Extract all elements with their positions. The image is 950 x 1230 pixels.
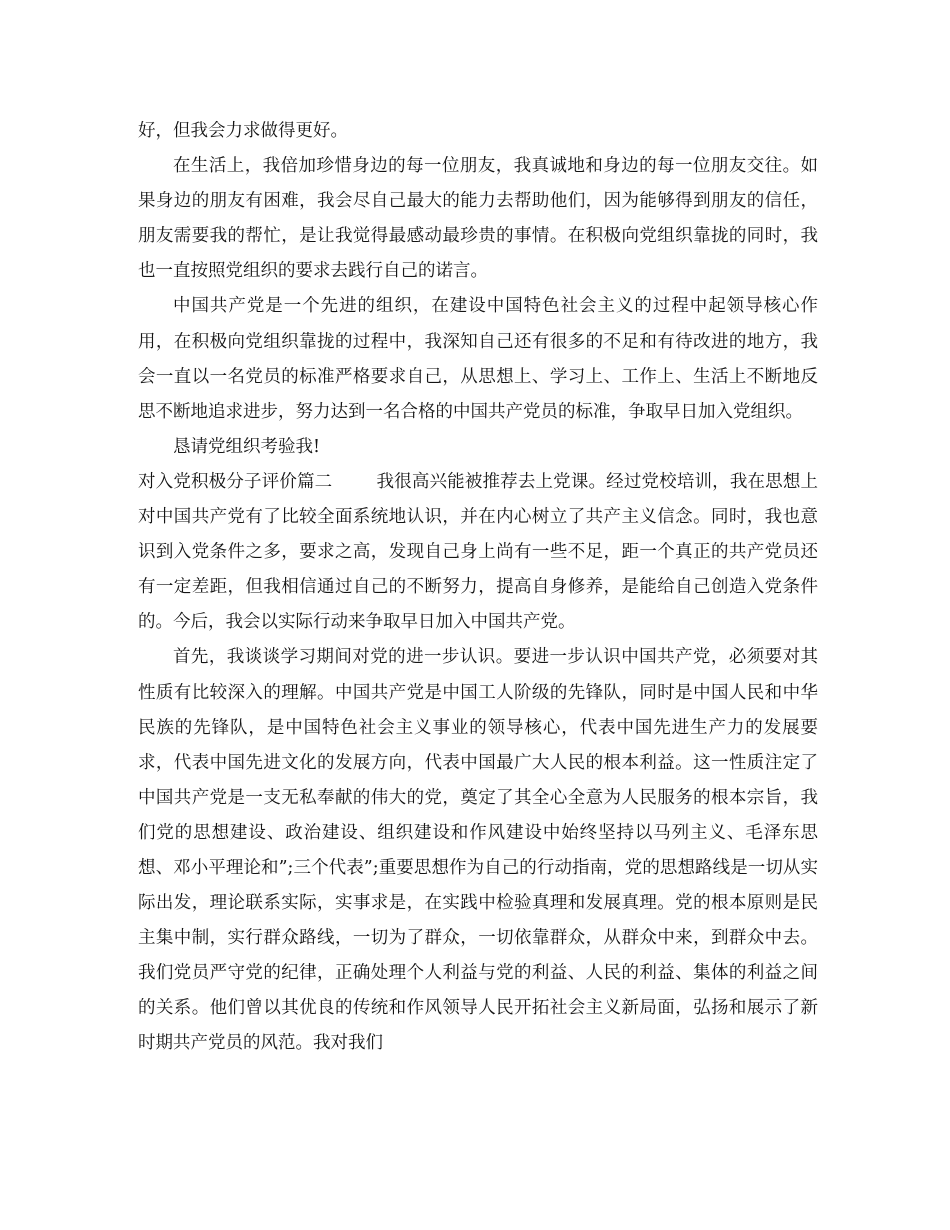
paragraph-4: 恳请党组织考验我! (173, 436, 321, 457)
section-paragraph-1 (138, 465, 818, 640)
section-paragraph-2: 首先，我谈谈学习期间对党的进一步认识。要进一步认识中国共产党，必须要对其性质有比较深入的理解。中国共产党是中国工人阶级的先锋队，同时是中国人民和中华民族的先锋队，是中国特色社会主义事业的领导核心，代表中国先进生产力的发展要求，代表中国先进文化的发展方向，代表中国最广大人民的根本利益。这一性质注定了中国共产党是一支无私奉献的伟大的党，奠定了其全心全意为人民服务的根本宗旨，我们党的思想建设、政治建设、组织建设和作风建设中始终坚持以马列主义、毛泽东思想、邓小平理论和”;三个代表”;重要思想作为自己的行动指南，党的思想路线是一切从实际出发，理论联系实际，实事求是，在实践中检验真理和发展真理。党的根本原则是民主集中制，实行群众路线，一切为了群众，一切依靠群众，从群众中来，到群众中去。我们党员严守党的纪律，正确处理个人利益与党的利益、人民的利益、集体的利益之间的关系。他们曾以其优良的传统和作风领导人民开拓社会主义新局面，弘扬和展示了新时期共产党员的风范。我对我们 (138, 647, 818, 1054)
section-paragraph-1-text: 我很高兴能被推荐去上党课。经过党校培训，我在思想上对中国共产党有了比较全面系统地认识，并在内心树立了共产主义信念。同时，我也意识到入党条件之多，要求之高，发现自己身上尚有一些不足，距一个真正的共产党员还有一定差距，但我相信通过自己的不断努力，提高自身修养，是能给自己创造入党条件的。今后，我会以实际行动来争取早日加入中国共产党。 (138, 471, 819, 633)
paragraph-2: 在生活上，我倍加珍惜身边的每一位朋友，我真诚地和身边的每一位朋友交往。如果身边的朋友有困难，我会尽自己最大的能力去帮助他们，因为能够得到朋友的信任，朋友需要我的帮忙，是让我觉得最感动最珍贵的事情。在积极向党组织靠拢的同时，我也一直按照党组织的要求去践行自己的诺言。 (138, 156, 818, 282)
section-title: 对入党积极分子评价篇二 (138, 471, 333, 492)
paragraph-3: 中国共产党是一个先进的组织，在建设中国特色社会主义的过程中起领导核心作用，在积极向党组织靠拢的过程中，我深知自己还有很多的不足和有待改进的地方，我会一直以一名党员的标准严格要求自己，从思想上、学习上、工作上、生活上不断地反思不断地追求进步，努力达到一名合格的中国共产党员的标准，争取早日加入党组织。 (138, 296, 818, 422)
paragraph-1: 好，但我会力求做得更好。 (138, 121, 348, 141)
document-body (138, 114, 818, 1062)
